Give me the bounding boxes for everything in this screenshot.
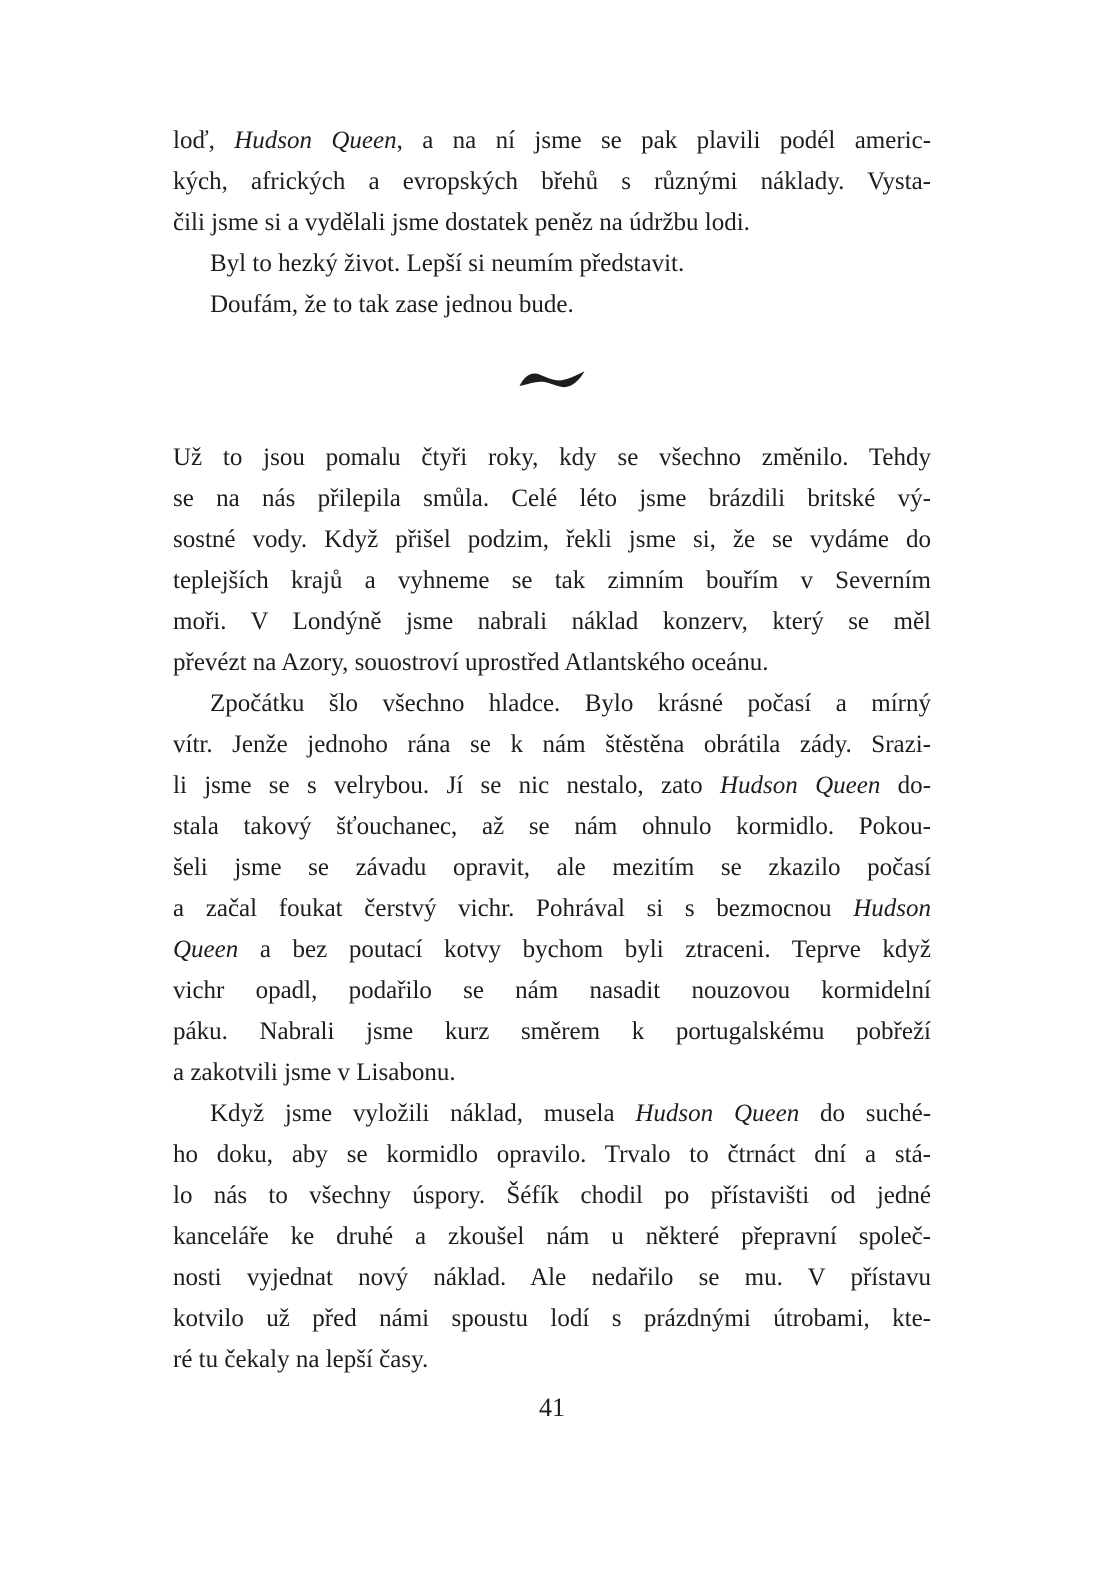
text-line (173, 765, 931, 806)
text-line (173, 683, 931, 724)
text-segment: čili jsme si a vydělali jsme dostatek peněz na údržbu lodi. (173, 209, 750, 236)
text-segment: šeli jsme se závadu opravit, ale mezitím se zkazilo počasí (173, 854, 931, 881)
text-line (173, 1093, 931, 1134)
text-segment: vichr opadl, podařilo se nám nasadit nouzovou kormidelní (173, 977, 931, 1004)
italic-text-segment: Hudson Queen (719, 772, 881, 799)
text-segment: Byl to hezký život. Lepší si neumím představit. (210, 250, 685, 277)
text-segment: kotvilo už před námi spoustu lodí s prázdnými útrobami, kte- (173, 1305, 931, 1332)
text-segment: kanceláře ke druhé a zkoušel nám u některé přepravní společ- (173, 1223, 931, 1250)
paragraph (173, 1093, 931, 1380)
text-segment: se na nás přilepila smůla. Celé léto jsme brázdili britské vý- (173, 485, 931, 512)
text-line (173, 929, 931, 970)
text-segment: do- (880, 772, 931, 799)
text-segment: Už to jsou pomalu čtyři roky, kdy se všechno změnilo. Tehdy (173, 444, 931, 471)
text-line (173, 437, 931, 478)
text-line (173, 888, 931, 929)
text-segment: lo nás to všechny úspory. Šéfík chodil po přístavišti od jedné (173, 1182, 931, 1209)
paragraph (173, 683, 931, 1093)
paragraph (173, 120, 931, 243)
text-line (173, 642, 931, 683)
text-segment: nosti vyjednat nový náklad. Ale nedařilo se mu. V přístavu (173, 1264, 931, 1291)
text-segment: li jsme se s velrybou. Jí se nic nestalo, zato (173, 772, 720, 799)
paragraph (173, 284, 931, 325)
text-segment: moři. V Londýně jsme nabrali náklad konzerv, který se měl (173, 608, 931, 635)
text-line (173, 519, 931, 560)
section-divider (173, 325, 931, 437)
text-segment: převézt na Azory, souostroví uprostřed Atlantského oceánu. (173, 649, 769, 676)
text-line (173, 1011, 931, 1052)
text-segment: Když jsme vyložili náklad, musela (210, 1100, 636, 1127)
text-line (173, 724, 931, 765)
text-line (173, 1339, 931, 1380)
italic-text-segment: Hudson Queen (234, 127, 397, 154)
text-segment: a začal foukat čerstvý vichr. Pohrával si s bezmocnou (173, 895, 854, 922)
text-segment: a zakotvili jsme v Lisabonu. (173, 1059, 456, 1086)
text-segment: kých, afrických a evropských břehů s různými náklady. Vysta- (173, 168, 931, 195)
text-segment: Zpočátku šlo všechno hladce. Bylo krásné počasí a mírný (210, 690, 931, 717)
text-segment: ho doku, aby se kormidlo opravilo. Trvalo to čtrnáct dní a stá- (173, 1141, 931, 1168)
text-line (173, 1298, 931, 1339)
italic-text-segment: Hudson (853, 895, 931, 922)
text-segment: do suché- (799, 1100, 932, 1127)
italic-text-segment: Queen (173, 936, 239, 963)
text-line (173, 161, 931, 202)
text-line (173, 1216, 931, 1257)
text-segment: stala takový šťouchanec, až se nám ohnulo kormidlo. Pokou- (173, 813, 931, 840)
text-line (173, 1175, 931, 1216)
text-segment: a bez poutací kotvy bychom byli ztraceni. Teprve když (238, 936, 931, 963)
text-line (173, 478, 931, 519)
italic-text-segment: Hudson Queen (635, 1100, 800, 1127)
text-line (173, 243, 931, 284)
paragraph (173, 437, 931, 683)
text-segment: loď, (173, 127, 235, 154)
swash-tilde-ornament (518, 370, 586, 392)
text-segment: Doufám, že to tak zase jednou bude. (210, 291, 574, 318)
text-segment: vítr. Jenže jednoho rána se k nám štěstěna obrátila zády. Srazi- (173, 731, 931, 758)
text-block (173, 120, 931, 1380)
text-line (173, 1257, 931, 1298)
text-segment: páku. Nabrali jsme kurz směrem k portugalskému pobřeží (173, 1018, 931, 1045)
text-segment: teplejších krajů a vyhneme se tak zimním bouřím v Severním (173, 567, 931, 594)
text-line (173, 847, 931, 888)
text-segment: sostné vody. Když přišel podzim, řekli jsme si, že se vydáme do (173, 526, 931, 553)
text-line (173, 202, 931, 243)
paragraph (173, 243, 931, 284)
text-line (173, 601, 931, 642)
text-line (173, 1134, 931, 1175)
text-line (173, 806, 931, 847)
text-segment: , a na ní jsme se pak plavili podél americ- (396, 127, 932, 154)
text-line (173, 560, 931, 601)
text-segment: ré tu čekaly na lepší časy. (173, 1346, 429, 1373)
text-line (173, 284, 931, 325)
text-line (173, 1052, 931, 1093)
text-line (173, 970, 931, 1011)
page-number: 41 (539, 1393, 565, 1422)
text-line (173, 120, 931, 161)
